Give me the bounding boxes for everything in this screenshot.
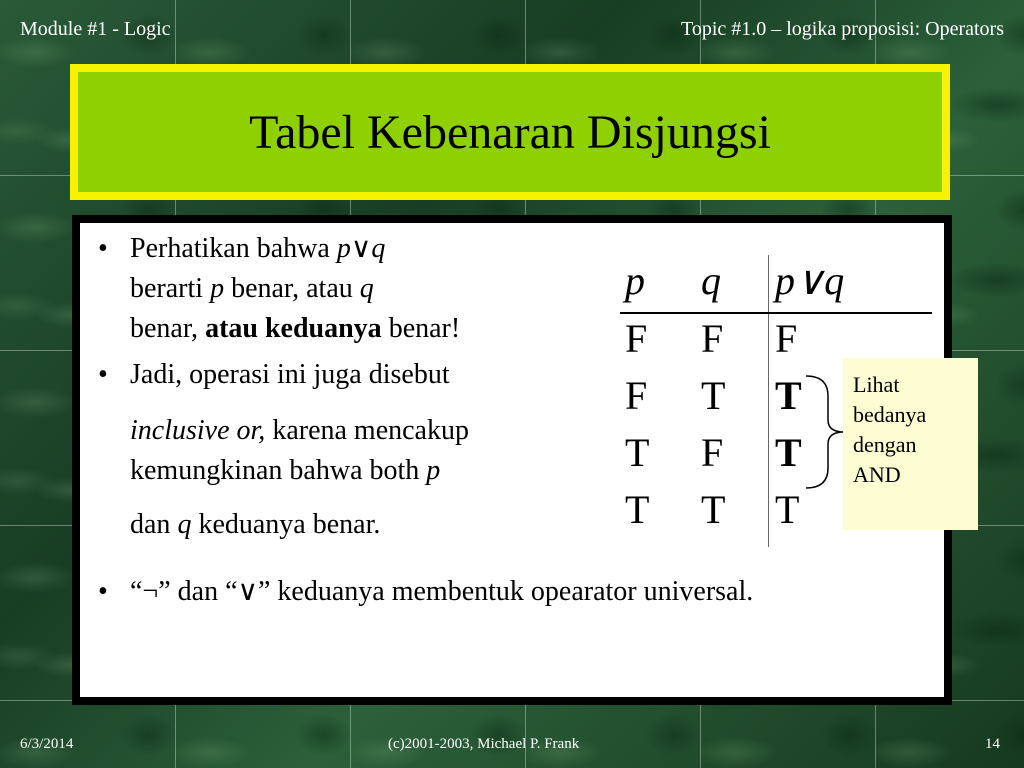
bullet-text: benar, — [130, 313, 206, 344]
header-topic: Topic #1.0 – logika proposisi: Operators — [681, 18, 1004, 40]
bullet-text: Jadi, operasi ini juga disebut — [130, 359, 450, 390]
note-line: dengan — [853, 432, 917, 457]
bullet-text: benar, atau — [224, 273, 360, 304]
bullet-text: “¬” dan “∨” keduanya membentuk opearator universal. — [130, 576, 754, 607]
table-header-p-or-q: p∨q — [775, 258, 845, 303]
bullet-list — [92, 229, 612, 545]
header-module: Module #1 - Logic — [20, 18, 171, 40]
var-q: q — [359, 273, 374, 304]
table-cell-highlight: T — [775, 373, 802, 418]
or-symbol: ∨ — [350, 233, 372, 264]
annotation-note — [843, 358, 978, 530]
bullet-row — [92, 572, 872, 612]
bullet-dot: • — [98, 359, 108, 390]
table-cell: F — [775, 316, 798, 361]
bullet-dot: • — [98, 576, 108, 607]
table-header-divider — [620, 312, 932, 314]
table-cell: T — [775, 487, 800, 532]
bullet-item-1 — [92, 229, 612, 349]
emphasis-text: atau keduanya — [205, 313, 382, 344]
italic-term: inclusive or, — [130, 415, 266, 446]
table-cell: T — [701, 487, 726, 532]
bullet-item-3 — [92, 572, 872, 612]
footer-page-number: 14 — [985, 736, 1000, 752]
table-cell: F — [625, 316, 648, 361]
bullet-text: kemungkinan bahwa both — [130, 455, 427, 486]
bullet-text: benar! — [381, 313, 461, 344]
var-p: p — [336, 233, 351, 264]
bullet-dot: • — [98, 233, 108, 264]
footer-copyright: (c)2001-2003, Michael P. Frank — [388, 736, 580, 752]
slide-title: Tabel Kebenaran Disjungsi — [249, 105, 771, 159]
title-panel — [78, 72, 942, 192]
note-line: Lihat — [853, 372, 900, 397]
table-header-p: p — [625, 258, 645, 303]
bullet-text: karena mencakup — [265, 415, 469, 446]
var-q: q — [371, 233, 386, 264]
bullet-text: keduanya benar. — [191, 509, 381, 540]
title-box — [70, 64, 950, 200]
table-cell: F — [625, 373, 648, 418]
bullet-text: berarti — [130, 273, 211, 304]
table-cell-highlight: T — [775, 430, 802, 475]
table-header-q: q — [701, 258, 721, 303]
table-cell: T — [625, 430, 650, 475]
note-line: AND — [853, 462, 901, 487]
bullet-text: dan — [130, 509, 178, 540]
bullet-item-2 — [92, 355, 612, 545]
table-cell: T — [701, 373, 726, 418]
var-p: p — [426, 455, 441, 486]
table-cell: F — [701, 430, 724, 475]
bullet-text: Perhatikan bahwa — [130, 233, 337, 264]
table-vertical-divider — [768, 255, 769, 547]
table-cell: F — [701, 316, 724, 361]
var-p: p — [210, 273, 225, 304]
table-cell: T — [625, 487, 650, 532]
footer-date: 6/3/2014 — [20, 736, 74, 752]
note-line: bedanya — [853, 402, 927, 427]
var-q: q — [177, 509, 192, 540]
